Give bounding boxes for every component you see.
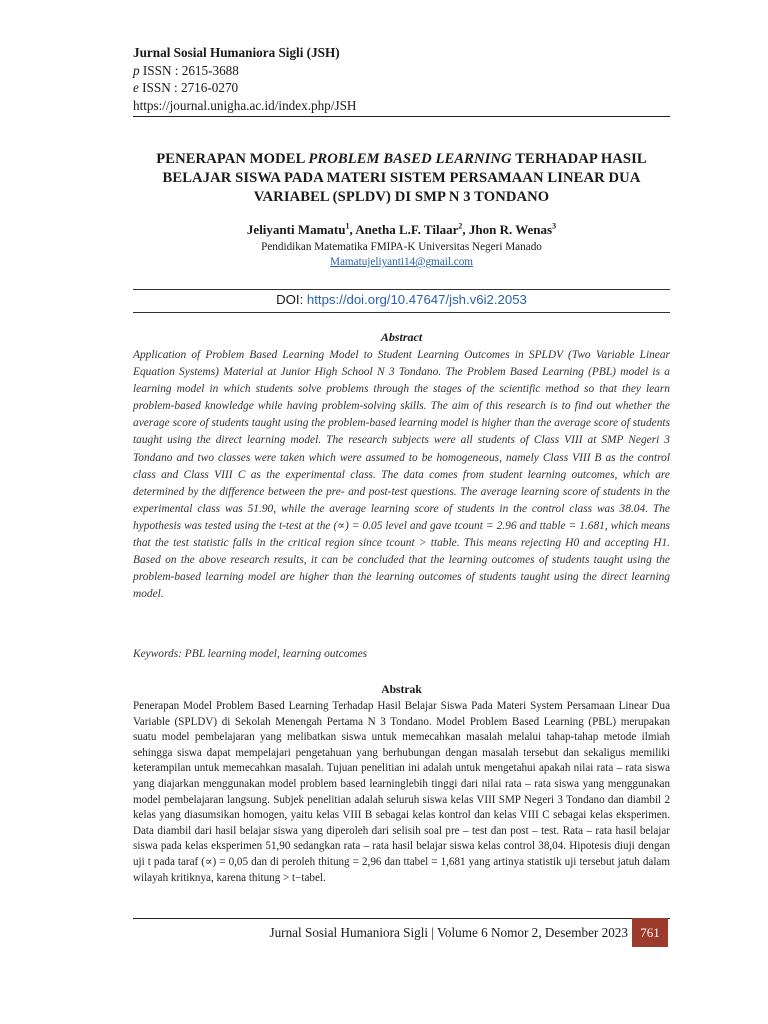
e-issn-prefix: e — [133, 80, 139, 95]
abstract-text: Application of Problem Based Learning Model to Student Learning Outcomes in SPLDV (Two Variable Linear Equation Systems) Material at Junior High School N 3 Tondano. The Problem Based Learning (PBL) model is a learning model in which students solve problems through the stages of the scientific method so that they learn problem-based knowledge while having problem-solving skills. The aim of this research is to find out whether the average score of students taught using the problem-based learning model is higher than the average score of students taught using the direct learning model. The research subjects were all students of Class VIII at SMP Negeri 3 Tondano and two classes were taken which were assumed to be homogeneous, namely Class VIII B as the control class and Class VIII C as the experimental class. The data comes from student learning outcomes, which are determined by the difference between the pre- and post-test questions. The average learning score of students in the experimental class was 51.90, while the average learning score of students in the control class was 38.04. The hypothesis was tested using the t-test at the (∝) = 0.05 level and gave tcount = 2.96 and ttable = 1.681, which means that the test statistic falls in the critical region since tcount > ttable. This means rejecting H0 and accepting H1. Based on the above research results, it can be concluded that the learning outcomes of students taught using the problem-based learning model are higher than the learning outcomes of students taught using the direct learning model. — [133, 349, 670, 601]
p-issn — [133, 62, 673, 80]
doi-label: DOI: — [276, 292, 307, 307]
p-issn-value: ISSN : 2615-3688 — [139, 62, 239, 78]
p-issn-prefix: p — [133, 62, 140, 78]
footer-text: Jurnal Sosial Humaniora Sigli | Volume 6 Nomor 2, Desember 2023 — [269, 925, 628, 940]
e-issn — [133, 79, 673, 97]
abstract-heading: Abstract — [380, 330, 423, 344]
title-part-2: TERHADAP HASIL BELAJAR SISWA PADA MATERI SISTEM PERSAMAAN LINEAR DUA VARIABEL (SPLDV) DI SMP N 3 TONDANO — [162, 151, 647, 205]
footer-divider — [133, 918, 670, 919]
email-line — [133, 256, 670, 268]
affiliation: Pendidikan Matematika FMIPA-K Universitas Negeri Manado — [261, 241, 542, 253]
author-list — [133, 222, 670, 238]
author-name: Jeliyanti Mamatu — [246, 222, 346, 237]
author-name: Anetha L.F. Tilaar — [355, 222, 459, 237]
article-title — [133, 150, 670, 207]
title-part-1: PENERAPAN MODEL — [156, 151, 309, 167]
header-divider — [133, 116, 670, 117]
author-superscript: 2 — [458, 221, 463, 231]
e-issn-value: ISSN : 2716-0270 — [138, 80, 239, 95]
doi-line — [133, 292, 670, 307]
page-number: 761 — [632, 918, 668, 947]
journal-url[interactable]: https://journal.unigha.ac.id/index.php/JSH — [133, 97, 357, 113]
title-italic: PROBLEM BASED LEARNING — [308, 151, 512, 167]
doi-box — [133, 289, 670, 313]
author-superscript: 3 — [552, 221, 557, 231]
author-separator: , — [349, 222, 356, 237]
author-superscript: 1 — [345, 221, 350, 231]
email-link[interactable]: Mamatujeliyanti14@gmail.com — [330, 256, 473, 268]
author-name: Jhon R. Wenas — [468, 222, 553, 237]
keywords: Keywords: PBL learning model, learning outcomes — [133, 648, 368, 660]
journal-header — [133, 44, 673, 114]
journal-name: Jurnal Sosial Humaniora Sigli (JSH) — [133, 45, 340, 60]
abstrak-heading: Abstrak — [381, 683, 422, 696]
abstrak-text: Penerapan Model Problem Based Learning Terhadap Hasil Belajar Siswa Pada Materi System Persamaan Linear Dua Variable (SPLDV) di Sekolah Menengah Pertama N 3 Tondano. Model Problem Based Learning (PBL) merupakan suatu model pembelajaran yang melibatkan siswa untuk memecahkan masalah melalui tahap-tahap metode ilmiah sehingga siswa dapat mempelajari pengetahuan yang berhubungan dengan masalah tersebut dan sekaligus memiliki keterampilan untuk memecahkan masalah. Tujuan penelitian ini adalah untuk mengetahui apakah nilai rata – rata siswa yang diajarkan menggunakan model problem based learninglebih tinggi dari nilai rata – rata siswa yang menggunakan model pembelajaran langsung. Subjek penelitian adalah seluruh siswa kelas VIII SMP Negeri 3 Tondano dan diambil 2 kelas yang diasumsikan homogen, yaitu kelas VIII B sebagai kelas kontrol dan kelas VIII C sebagai kelas eksperimen. Data diambil dari hasil belajar siswa yang diperoleh dari selisih soal pre – test dan post – test. Rata – rata hasil belajar siswa pada kelas eksperimen 51,90 sedangkan rata – rata hasil belajar siswa kelas control 38,04. Hipotesis diuji dengan uji t pada taraf (∝) = 0,05 dan di peroleh thitung = 2,96 dan ttabel = 1,681 yang artinya statistik uji tersebut jatuh dalam wilayah kritiknya, karena thitung > t−tabel. — [133, 700, 670, 884]
doi-link[interactable]: https://doi.org/10.47647/jsh.v6i2.2053 — [306, 292, 527, 307]
author-separator: , — [462, 222, 469, 237]
